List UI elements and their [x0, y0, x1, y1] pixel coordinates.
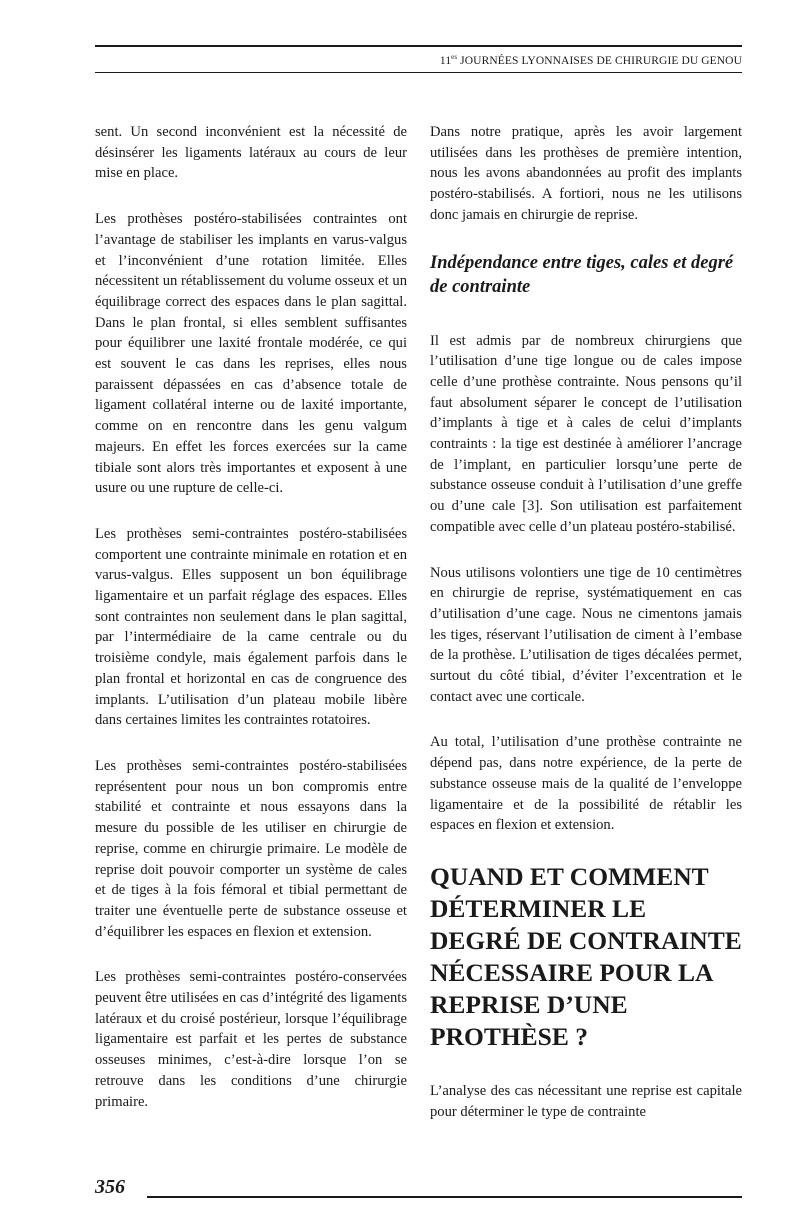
- bottom-rule: [147, 1196, 742, 1198]
- paragraph: Nous utilisons volontiers une tige de 10 centimètres en chirurgie de reprise, systématiquement en cas d’utilisation d’une cage. Nous ne cimentons jamais les tiges, réservant l’utilisation de ciment à l’embase de la prothèse. L’utilisation de tiges décalées permet, surtout du côté tibial, d’éviter l’excentration et le contact avec une corticale.: [430, 564, 742, 705]
- header-rule: [95, 72, 742, 73]
- top-rule: [95, 45, 742, 47]
- section-title: QUAND ET COMMENT DÉTERMINER LE DEGRÉ DE CONTRAINTE NÉCESSAIRE POUR LA REPRISE D’UNE PROTHÈSE ?: [430, 861, 742, 1051]
- subheading: Indépendance entre tiges, cales et degré de contrainte: [430, 252, 734, 297]
- paragraph: Les prothèses semi-contraintes postéro-stabilisées représentent pour nous un bon compromis entre stabilité et contrainte et nous essayons dans la mesure du possible de les utiliser en chirurgie de reprise, comme en chirurgie primaire. Le modèle de reprise doit pouvoir comporter un système de cales et de tiges à la fois fémoral et tibial permettant de traiter une éventuelle perte de substance osseuse et d’équilibrer les espaces en flexion et extension.: [95, 757, 407, 940]
- paragraph: Les prothèses semi-contraintes postéro-stabilisées comportent une contrainte minimale en rotation et en varus-valgus. Elles supposent un bon équilibrage ligamentaire et un parfait réglage des espaces. Elles sont contraintes non seulement dans le plan sagittal, par l’intermédiaire de la came centrale ou du troisième condyle, mais également parfois dans le plan frontal et horizontal en cas de congruence des implants. L’utilisation d’un plateau mobile libère dans certaines limites les contraintes rotatoires.: [95, 525, 407, 729]
- running-header: [440, 53, 742, 67]
- right-column: [430, 122, 742, 1147]
- header-title: JOURNÉES LYONNAISES DE CHIRURGIE DU GENOU: [457, 54, 742, 67]
- header-ordinal: 11: [439, 54, 452, 67]
- paragraph: sent. Un second inconvénient est la nécessité de désinsérer les ligaments latéraux au cours de leur mise en place.: [95, 124, 407, 182]
- paragraph: Il est admis par de nombreux chirurgiens que l’utilisation d’une tige longue ou de cales impose celle d’une prothèse contrainte. Nous pensons qu’il faut absolument séparer le concept de l’utilisation d’implants à tige et à cales de celui d’implants contraints : la tige est destinée à améliorer l’ancrage de l’implant, en particulier lorsqu’une perte de substance osseuse conduit à l’utilisation d’une greffe ou d’une cale [3]. Son utilisation est parfaitement compatible avec celle d’un plateau postéro-stabilisé.: [430, 332, 742, 535]
- left-column: [95, 122, 407, 1137]
- paragraph: Au total, l’utilisation d’une prothèse contrainte ne dépend pas, dans notre expérience, de la perte de substance osseuse mais de la qualité de l’enveloppe ligamentaire et de la possibilité de rétablir les espaces en flexion et extension.: [430, 734, 742, 834]
- paragraph: Dans notre pratique, après les avoir largement utilisées dans les prothèses de première intention, nous les avons abandonnées au profit des implants postéro-stabilisés. A fortiori, nous ne les utilisons donc jamais en chirurgie de reprise.: [430, 124, 742, 223]
- paragraph: Les prothèses semi-contraintes postéro-conservées peuvent être utilisées en cas d’intégrité des ligaments latéraux et du croisé postérieur, lorsque l’équilibrage ligamentaire est parfait et les pertes de substance osseuses minimes, c’est-à-dire lorsque l’on se retrouve dans les conditions d’une chirurgie primaire.: [95, 969, 407, 1110]
- page-number: 356: [95, 1176, 125, 1198]
- paragraph: Les prothèses postéro-stabilisées contraintes ont l’avantage de stabiliser les implants en varus-valgus et l’inconvénient d’une rotation limitée. Elles nécessitent un rétablissement du volume osseux et un équilibrage correct des espaces dans le plan sagittal. Dans le plan frontal, si elles semblent suffisantes pour équilibrer une laxité frontale modérée, ce qui est souvent le cas dans les reprises, elles nous paraissent dépassées en cas d’absence totale de ligament collatéral interne ou de laxité importante, comme on en rencontre dans les genu valgum majeurs. En effet les forces exercées sur la came tibiale sont alors très importantes et exposent à une usure ou une rupture de celle-ci.: [95, 211, 407, 497]
- paragraph: L’analyse des cas nécessitant une reprise est capitale pour déterminer le type de contrainte: [430, 1082, 742, 1120]
- header-ordinal-suffix: es: [451, 53, 458, 61]
